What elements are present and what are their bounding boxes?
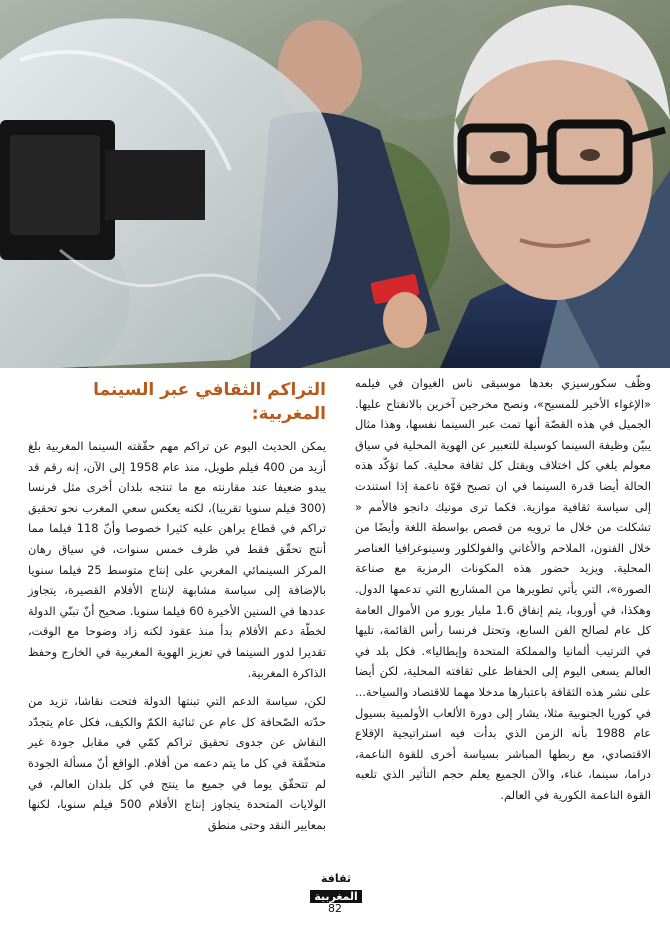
header-photo bbox=[0, 0, 670, 368]
right-text-column bbox=[355, 373, 651, 813]
logo-line-1: ثقافة bbox=[320, 872, 352, 885]
section-heading: التراكم الثقافي عبر السينما المغربية: bbox=[93, 380, 326, 424]
body-paragraph: وظّف سكورسيزي بعدها موسيقى ناس الغيوان في فيلمه «الإغواء الأخير للمسيح»، ونصح مخرجين آخرين بالانفتاح عليها. الجميل في هذه القصّة أنها تمت عبر السينما نفسها، وهذا مثال يبيّن وظيفة السينما كوسيلة للتعبير عن الهوية المحلية في سياق معولم يلغي كل اختلاف ويقتل كل ثقافة محلية. كما تؤكّد هذه الحالة أيضا قدرة السينما في ان تصبح قوّة ناعمة إذا استندت إلى سياسة ثقافية موازية. فكما ترى مونيك دانجو فالأمم « تشكلت من خلال ما ترويه من قصص بواسطة اللغة وأيضًا من خلال الفنون، الملاحم والأغاني والفولكلور وسينوغرافيا العناصر المحلية. ويزيد حضور هذه المكونات الرمزية مع صناعة الصورة»، التي يأتي تطويرها من المشاريع التي تدعمها الدول. وهكذا، في أوروبا، يتم إنفاق 1.6 مليار يورو من الأموال العامة كل عام لصالح الفن السابع، وتحتل فرنسا رأس القائمة، تليها في الترتيب ألمانيا والمملكة المتحدة وإيطاليا». فكل بلد في العالم يسعى اليوم إلى الحفاظ على ثقافته المحلية، لكن أيضا على نشر هذه الثقافة باعتبارها مدخلا مهما للاقتصاد والسياحة... في كوريا الجنوبية مثلا، يشار إلى دورة الألعاب الأولمبية بسيول عام 1988 بأنه الزمن الذي بدأت فيه استراتيجية الإقلاع الاقتصادي، مع ربطها المباشر بسياسة أخرى للقوة الناعمة، دراما، سينما، غناء، والآن الجميع يعلم حجم التأثير الذي تلعبه القوة الناعمة الكورية في العالم. bbox=[355, 376, 652, 802]
body-paragraph: يمكن الحديث اليوم عن تراكم مهم حقّقته السينما المغربية بلغ أزيد من 400 فيلم طويل، منذ عام 1958 إلى الآن، إنه رقم قد يبدو ضعيفا عند مقارنته مع ما تنتجه بلدان أخرى مثل فرنسا (300 فيلم سنويا تقريبا)، لكنه يعكس سعي المغرب نحو تحقيق تراكم في قطاع يراهن عليه كثيرا خصوصا وأنّ 118 فيلما مما أنتج تحقّق فقط في ظرف خمس سنوات، في سياق رهان المركز السينمائي المغربي على إنتاج متوسط 25 فيلما سنويا بالإضافة إلى سياسة مشابهة لإنتاج الأفلام القصيرة، يتجاوز عددها في السنين الأخيرة 60 فيلما سنويا. صحيح أنّ تبنّي الدولة لخطّة دعم الأفلام بدأ منذ عقود لكنه زاد وضوحا مع الوقت، تقديرا لدور السينما في تعزيز الهوية المغربية في الخارج وحفظ الذاكرة المغربية. bbox=[28, 439, 327, 680]
page-number: 82 bbox=[328, 902, 342, 915]
photo-illustration bbox=[0, 0, 670, 368]
body-paragraph: لكن، سياسة الدعم التي تبنتها الدولة فتحت نقاشا، تزيد من حدّته الصّحافة كل عام عن ثنائية الكمّ والكيف، فكل عام يتجدّد النقاش عن جدوى تحقيق تراكم كمّي في مقابل جودة غير متحقّقة في كل ما يتم دعمه من أفلام. الواقع أنّ مسألة الجودة لم تتحقّق يوما في جميع ما ينتج في كل بلدان العالم، في الولايات المتحدة يتجاوز إنتاج الأفلام 500 فيلم سنويا، لكنها بمعايير النقد وحتى منطق bbox=[28, 694, 326, 832]
logo-line-2: المغربية bbox=[310, 890, 362, 903]
magazine-logo bbox=[306, 872, 366, 902]
left-text-column bbox=[28, 378, 326, 843]
